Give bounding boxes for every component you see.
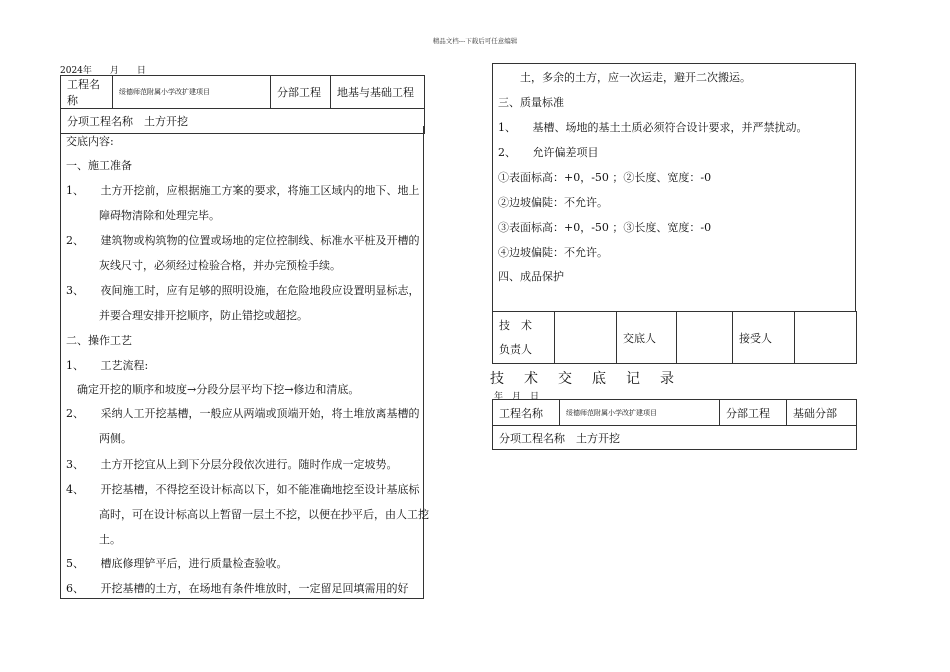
right-line: ①表面标高：+0，-50 ；②长度、宽度：-0 — [498, 171, 712, 184]
left-division-value: 地基与基础工程 — [331, 76, 425, 109]
left-line: 5、 槽底修理铲平后，进行质量检查验收。 — [66, 557, 288, 570]
right-project-label: 工程名称 — [493, 400, 560, 426]
right-line: ②边坡偏陡：不允许。 — [498, 196, 608, 209]
left-line: 2、 采纳人工开挖基槽，一般应从两端或顶端开始，将土堆放离基槽的 — [66, 407, 420, 420]
right-line: 1、 基槽、场地的基土土质必须符合设计要求，并严禁扰动。 — [498, 121, 808, 134]
left-line: 交底内容: — [66, 135, 114, 148]
receiver-sign-cell — [795, 312, 857, 364]
right-project-value: 绥德师范附属小学改扩建项目 — [560, 400, 720, 426]
right-line: 四、成品保护 — [498, 270, 564, 283]
tech-lead-label-line1: 技 术 — [499, 318, 532, 332]
left-subitem-label: 分项工程名称 土方开挖 — [61, 109, 425, 134]
left-project-value: 绥德师范附属小学改扩建项目 — [113, 76, 271, 109]
discloser-sign-cell — [677, 312, 733, 364]
right-line: ③表面标高：+0，-50 ；③长度、宽度：-0 — [498, 221, 712, 234]
left-line: 二、操作工艺 — [66, 334, 132, 347]
right-line: 2、 允许偏差项目 — [498, 146, 599, 159]
right-division-value: 基础分部 — [787, 400, 857, 426]
left-line: 一、施工准备 — [66, 159, 132, 172]
record-title: 技术交底记录 — [490, 371, 694, 387]
tech-lead-label — [493, 312, 555, 364]
left-division-label: 分部工程 — [271, 76, 331, 109]
right-line: ④边坡偏陡：不允许。 — [498, 246, 608, 259]
header-note: 精品文档---下载后可任意编辑 — [432, 37, 518, 45]
left-date: 2024年 月 日 — [60, 66, 146, 76]
right-division-label: 分部工程 — [720, 400, 787, 426]
tech-lead-label-line2: 负责人 — [499, 342, 532, 356]
left-line: 确定开挖的顺序和坡度→分段分层平均下挖→修边和清底。 — [66, 383, 360, 396]
left-line: 障碍物清除和处理完毕。 — [66, 209, 220, 222]
left-line: 1、 工艺流程: — [66, 359, 149, 372]
receiver-label: 接受人 — [733, 312, 795, 364]
left-line: 1、 土方开挖前，应根据施工方案的要求，将施工区域内的地下、地上 — [66, 184, 420, 197]
right-line: 三、质量标准 — [498, 96, 564, 109]
right-date: 年 月 日 — [494, 392, 540, 402]
left-line: 两侧。 — [66, 432, 132, 445]
left-line: 4、 开挖基槽，不得挖至设计标高以下，如不能准确地挖至设计基底标 — [66, 483, 420, 496]
right-header-table — [492, 399, 857, 450]
right-subitem-label: 分项工程名称 土方开挖 — [493, 426, 857, 450]
left-line: 3、 土方开挖宜从上到下分层分段依次进行。随时作成一定坡势。 — [66, 458, 398, 471]
left-line: 3、 夜间施工时，应有足够的照明设施，在危险地段应设置明显标志， — [66, 284, 420, 297]
left-project-label: 工程名称 — [61, 76, 113, 109]
left-line: 并要合理安排开挖顺序，防止错挖或超挖。 — [66, 309, 308, 322]
left-line: 灰线尺寸，必须经过检验合格，并办完预检手续。 — [66, 259, 341, 272]
left-line: 土。 — [66, 533, 121, 546]
tech-lead-sign-cell — [555, 312, 617, 364]
left-line: 2、 建筑物或构筑物的位置或场地的定位控制线、标准水平桩及开槽的 — [66, 234, 420, 247]
right-line: 土，多余的土方，应一次运走，避开二次搬运。 — [498, 71, 751, 84]
signature-table — [492, 311, 857, 364]
left-line: 6、 开挖基槽的土方，在场地有条件堆放时，一定留足回填需用的好 — [66, 582, 409, 595]
left-line: 高时，可在设计标高以上暂留一层土不挖，以便在抄平后，由人工挖 — [66, 508, 429, 521]
discloser-label: 交底人 — [617, 312, 677, 364]
